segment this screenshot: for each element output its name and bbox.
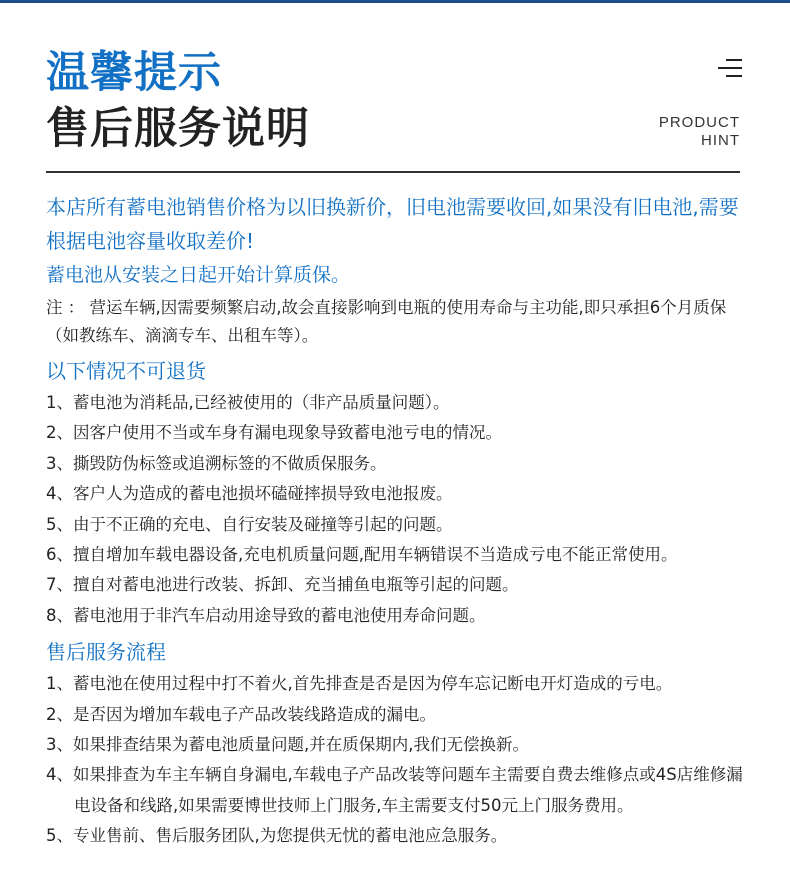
list-item: 1、蓄电池在使用过程中打不着火,首先排查是否是因为停车忘记断电开灯造成的亏电。 [46,674,673,694]
page-title: 温馨提示 [46,48,222,98]
no-return-heading: 以下情况不可退货 [46,359,206,383]
no-return-list [46,388,746,631]
list-item: 8、蓄电池用于非汽车启动用途导致的蓄电池使用寿命问题。 [46,605,486,625]
list-item: 7、擅自对蓄电池进行改装、拆卸、充当捕鱼电瓶等引起的问题。 [46,575,519,595]
list-item: 2、因客户使用不当或车身有漏电现象导致蓄电池亏电的情况。 [46,423,502,443]
list-item: 3、如果排查结果为蓄电池质量问题,并在质保期内,我们无偿换新。 [46,735,529,755]
list-item: 1、蓄电池为消耗品,已经被使用的（非产品质量问题）。 [46,393,450,412]
hint-line-1: PRODUCT [658,114,740,131]
list-item: 5、专业售前、售后服务团队,为您提供无忧的蓄电池应急服务。 [46,826,508,846]
list-item: 4、如果排查为车主车辆自身漏电,车载电子产品改装等问题车主需要自费去维修点或4S店维修漏电设备和线路,如果需要博世技师上门服务,车主需要支付50元上门服务费用。 [46,765,743,815]
operating-vehicle-note: 注 ： 营运车辆,因需要频繁启动,故会直接影响到电瓶的使用寿命与主功能,即只承担6个月质保（如教练车、滴滴专车、出租车等）。 [46,298,727,345]
header-divider [46,171,740,173]
warranty-start: 蓄电池从安装之日起开始计算质保。 [46,264,351,286]
hint-line-2: HINT [701,132,740,149]
list-item: 4、客户人为造成的蓄电池损坏磕碰摔损导致电池报废。 [46,484,453,504]
main-content [46,190,746,852]
after-sales-heading: 售后服务流程 [46,640,166,665]
product-hint-label [659,114,740,150]
top-rule [0,0,790,3]
list-item: 3、撕毁防伪标签或追溯标签的不做质保服务。 [46,453,387,473]
after-sales-list [46,669,746,851]
list-item: 5、由于不正确的充电、自行安装及碰撞等引起的问题。 [46,514,453,534]
page-subtitle: 售后服务说明 [46,104,310,154]
menu-lines-icon [716,58,742,78]
intro-lead: 本店所有蓄电池销售价格为以旧换新价，旧电池需要收回,如果没有旧电池,需要根据电池容量收取差价! [46,195,739,253]
list-item: 6、擅自增加车载电器设备,充电机质量问题,配用车辆错误不当造成亏电不能正常使用。 [46,545,678,565]
list-item: 2、是否因为增加车载电子产品改装线路造成的漏电。 [46,704,436,724]
